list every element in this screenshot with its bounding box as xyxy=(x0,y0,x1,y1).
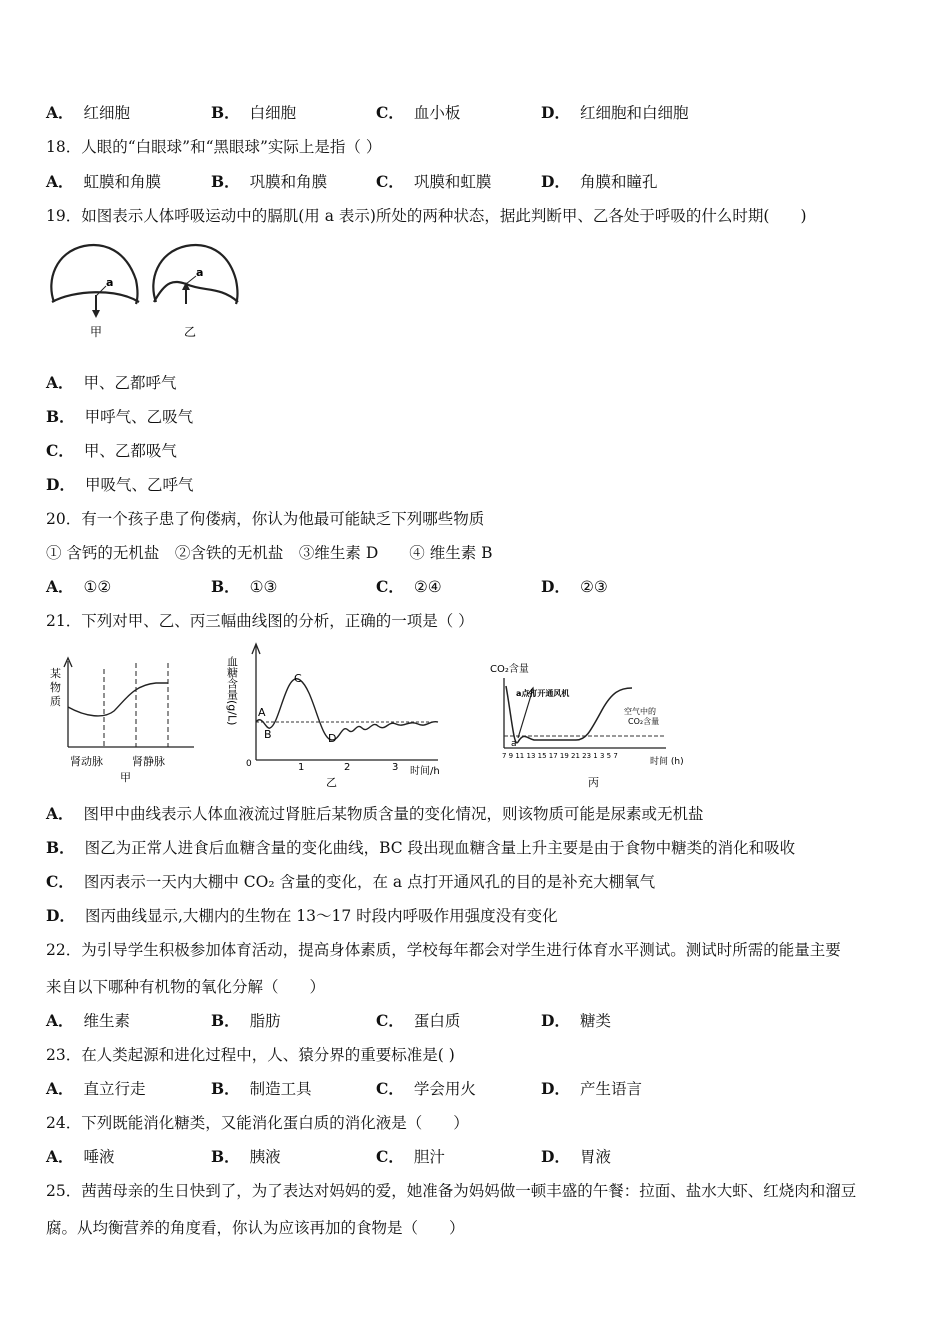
q20-items: ① 含钙的无机盐 ②含铁的无机盐 ③维生素 D ④ 维生素 B xyxy=(46,544,493,562)
svg-text:血糖含量(g/L): 血糖含量(g/L) xyxy=(225,656,239,726)
q22-stem-line1: 22．为引导学生积极参加体育活动，提高身体素质，学校每年都会对学生进行体育水平测试。测试时所需的能量主要 xyxy=(46,941,841,959)
option-b: B． 胰液 xyxy=(211,1147,281,1166)
q21-figure-yi xyxy=(225,640,450,790)
option-a: A． 红细胞 xyxy=(46,103,131,122)
q25-stem-line1: 25．茜茜母亲的生日快到了，为了表达对妈妈的爱，她准备为妈妈做一顿丰盛的午餐：拉面、盐水大虾、红烧肉和溜豆 xyxy=(46,1182,857,1200)
option-a: A． 虹膜和角膜 xyxy=(46,172,162,191)
svg-text:时间 (h): 时间 (h) xyxy=(650,757,684,767)
q20-options xyxy=(46,575,906,597)
q17-options xyxy=(46,101,906,123)
option-c: C． 蛋白质 xyxy=(376,1011,461,1030)
option-c: C． 血小板 xyxy=(376,103,461,122)
q21-option-d: D． 图丙曲线显示,大棚内的生物在 13～17 时段内呼吸作用强度没有变化 xyxy=(46,906,558,925)
svg-text:D: D xyxy=(328,732,337,745)
svg-text:a: a xyxy=(511,739,517,749)
q19-option-b: B． 甲呼气、乙吸气 xyxy=(46,407,194,426)
svg-text:7 9 11 13 15 17 19 21 23 1 3 5: 7 9 11 13 15 17 19 21 23 1 3 5 7 xyxy=(502,752,618,760)
q24-stem: 24．下列既能消化糖类，又能消化蛋白质的消化液是（ ） xyxy=(46,1114,469,1132)
q21-option-c: C． 图丙表示一天内大棚中 CO₂ 含量的变化，在 a 点打开通风孔的目的是补充大棚氧气 xyxy=(46,872,656,891)
svg-text:CO₂含量: CO₂含量 xyxy=(628,717,660,726)
caption-jia: 甲 xyxy=(90,325,103,339)
q21-figure-bing xyxy=(490,660,720,790)
q21-figure-jia xyxy=(46,655,206,790)
q21-stem: 21．下列对甲、乙、丙三幅曲线图的分析，正确的一项是（ ） xyxy=(46,612,474,630)
q19-stem: 19．如图表示人体呼吸运动中的膈肌(用 a 表示)所处的两种状态，据此判断甲、乙各处于呼吸的什么时期( ) xyxy=(46,207,807,225)
caption-yi: 乙 xyxy=(184,325,197,339)
svg-text:某: 某 xyxy=(50,667,61,680)
q21-option-b: B． 图乙为正常人进食后血糖含量的变化曲线，BC 段出现血糖含量上升主要是由于食物中糖类的消化和吸收 xyxy=(46,838,796,857)
option-b: B． 白细胞 xyxy=(211,103,297,122)
q21-option-a: A． 图甲中曲线表示人体血液流过肾脏后某物质含量的变化情况，则该物质可能是尿素或无机盐 xyxy=(46,804,704,823)
q18-options xyxy=(46,170,906,192)
svg-text:3: 3 xyxy=(392,762,399,773)
q25-stem-line2: 腐。从均衡营养的角度看，你认为应该再加的食物是（ ） xyxy=(46,1219,465,1237)
option-a: A． 唾液 xyxy=(46,1147,115,1166)
q19-option-a: A． 甲、乙都呼气 xyxy=(46,373,177,392)
option-d: D． 糖类 xyxy=(541,1011,611,1030)
option-b: B． 巩膜和角膜 xyxy=(211,172,328,191)
q23-options xyxy=(46,1077,906,1099)
svg-text:空气中的: 空气中的 xyxy=(624,707,656,716)
svg-text:CO₂含量: CO₂含量 xyxy=(490,664,529,675)
svg-text:质: 质 xyxy=(50,695,61,708)
q22-options xyxy=(46,1009,906,1031)
option-d: D． 胃液 xyxy=(541,1147,611,1166)
svg-text:2: 2 xyxy=(344,762,351,773)
q19-diaphragm-figure xyxy=(44,240,244,338)
option-c: C． 学会用火 xyxy=(376,1079,476,1098)
svg-text:肾静脉: 肾静脉 xyxy=(132,755,165,768)
option-b: B． 制造工具 xyxy=(211,1079,312,1098)
q19-option-d: D． 甲吸气、乙呼气 xyxy=(46,475,194,494)
option-c: C． 胆汁 xyxy=(376,1147,445,1166)
option-d: D． ②③ xyxy=(541,577,608,596)
svg-text:肾动脉: 肾动脉 xyxy=(70,755,103,768)
svg-text:丙: 丙 xyxy=(588,776,599,789)
svg-text:甲: 甲 xyxy=(120,771,131,784)
svg-text:1: 1 xyxy=(298,762,305,773)
q22-stem-line2: 来自以下哪种有机物的氧化分解（ ） xyxy=(46,978,326,996)
svg-text:C: C xyxy=(294,672,302,685)
option-d: D． 红细胞和白细胞 xyxy=(541,103,689,122)
option-d: D． 产生语言 xyxy=(541,1079,642,1098)
diaphragm-label-a2: a xyxy=(196,266,204,279)
option-a: A． 直立行走 xyxy=(46,1079,146,1098)
option-a: A． ①② xyxy=(46,577,112,596)
diaphragm-label-a: a xyxy=(106,276,114,289)
option-c: C． 巩膜和虹膜 xyxy=(376,172,492,191)
q18-stem: 18．人眼的“白眼球”和“黑眼球”实际上是指（ ） xyxy=(46,138,382,156)
q24-options xyxy=(46,1145,906,1167)
option-d: D． 角膜和瞳孔 xyxy=(541,172,658,191)
q23-stem: 23．在人类起源和进化过程中，人、猿分界的重要标准是( ) xyxy=(46,1046,455,1064)
svg-text:乙: 乙 xyxy=(326,776,337,789)
q20-stem: 20．有一个孩子患了佝偻病，你认为他最可能缺乏下列哪些物质 xyxy=(46,510,485,528)
svg-text:A: A xyxy=(258,706,266,719)
svg-text:B: B xyxy=(264,728,272,741)
option-b: B． ①③ xyxy=(211,577,278,596)
svg-text:0: 0 xyxy=(246,759,252,769)
option-b: B． 脂肪 xyxy=(211,1011,281,1030)
svg-text:物: 物 xyxy=(50,681,61,694)
option-c: C． ②④ xyxy=(376,577,442,596)
option-a: A． 维生素 xyxy=(46,1011,131,1030)
q19-option-c: C． 甲、乙都吸气 xyxy=(46,441,177,460)
svg-text:时间/h: 时间/h xyxy=(410,766,440,777)
svg-text:a点打开通风机: a点打开通风机 xyxy=(516,689,570,698)
